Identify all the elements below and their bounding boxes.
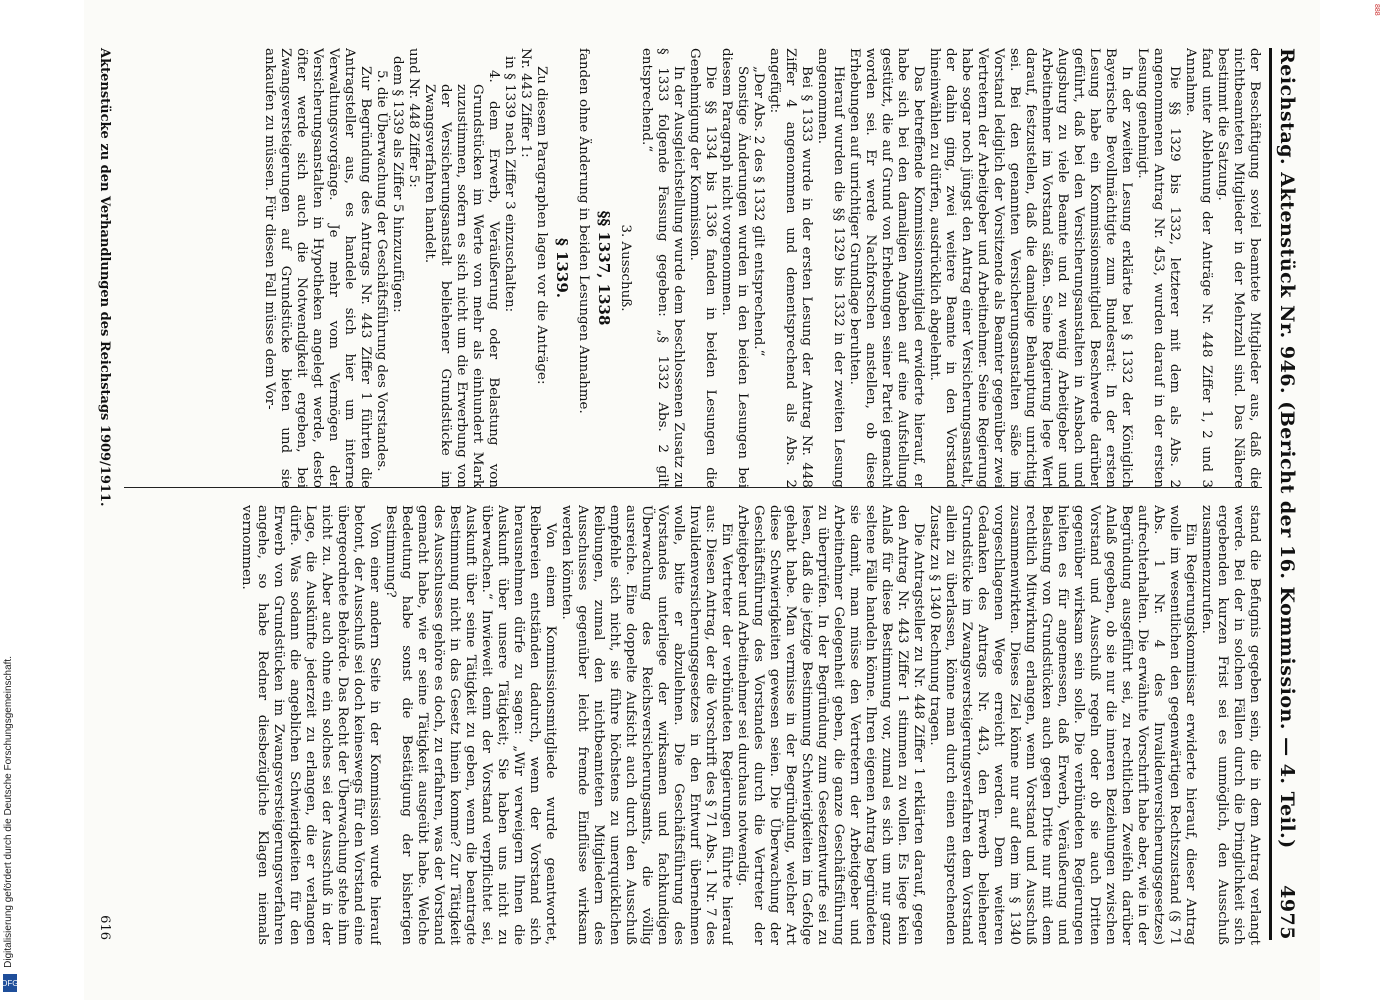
running-title: Reichstag. Aktenstück Nr. 946. (Bericht der 16. Kommission. — 4. Teil.) (1276, 48, 1298, 849)
paragraph: Zu diesem Paragraphen lagen vor die Anträge: (534, 66, 549, 385)
column-divider (124, 487, 1262, 488)
paragraph: Ein Vertreter der verbündeten Regierungen führte hierauf aus: Diesen Antrag, der die Vorschrift des § 71 Abs. 1 Nr. 7 des Invalidenversicherungsgesetzes in den Entwurf übernehmen wolle, bitte er abzulehnen. Die Geschäftsführung des Vorstandes unterliege der wirksamen und fachkundigen Überwachung des Reichsversicherungsamts, die völlig ausreiche. Eine doppelte Aufsicht auch durch den Ausschuß empfehle sich nicht, sie führe höchstens zu unerquicklichen Reibungen, zumal den nichtbeamteten Mitgliedern des Ausschusses gegenüber leicht fremde Einflüsse wirksam werden könnten. (559, 505, 734, 945)
paragraph: Von einer andern Seite in der Kommission wurde hierauf betont, der Ausschuß sei doch keineswegs für den Vorstand eine übergeordnete Behörde. Das Recht der Überwachung stehe ihm nicht zu. Aber auch ohne ein solches sei der Ausschuß in der Lage, die Auskünfte jederzeit zu erlangen, die er verlangen dürfe. Was sodann die angeblichen Schwierigkeiten für den Erwerb von Grundstücken im Zwangsversteigerungsverfahren angehe, so habe Redner diesbezügliche Klagen niemals vernommen. (239, 505, 382, 945)
paragraph: der Beschäftigung soviel beamtete Mitglieder aus, daß die nichtbeamteten Mitglieder in der Mehrzahl sind. Das Nähere bestimmt die Satzung. (1215, 48, 1262, 488)
footer-title: Aktenstücke zu den Verhandlungen des Reichstags 1909/1911. (97, 48, 112, 507)
paragraph: Ein Regierungskommissar erwiderte hierauf, dieser Antrag wolle im wesentlichen den gegenwärtigen Rechtszustand (§ 71 Abs. 1 Nr. 4 des Invalidenversicherungsgesetzes) aufrechterhalten. Die erwähnte Vorschrift habe aber, wie in der Begründung ausgeführt sei, zu rechtlichen Zweifeln darüber Anlaß gegeben, ob sie nur die inneren Beziehungen zwischen Vorstand und Ausschuß regeln oder ob sie auch Dritten gegenüber wirksam sein solle. Die verbündeten Regierungen hielten es für angemessen, daß Erwerb, Veräußerung und Belastung von Grundstücken auch gegen Dritte nur mit dem rechtlich Mitwirkung erlangen, wenn Vorstand und Ausschuß zusammenwirkten. Dieses Ziel könne nur auf dem im § 1340 vorgeschlagenen Wege erreicht werden. Dem weiteren Gedanken des Antrags Nr. 443, den Erwerb beliehener Grundstücke im Zwangsversteigerungsverfahren dem Vorstand allein zu überlassen, könne man durch einen entsprechenden Zusatz zu § 1340 Rechnung tragen. (927, 505, 1198, 945)
archive-code: 888 (1373, 4, 1380, 16)
page-header (1269, 48, 1302, 940)
subsection-heading: 3. Ausschuß. (618, 224, 633, 312)
paragraph: In der Ausgleichstellung wurde dem beschlossenen Zusatz zu § 1333 folgende Fassung gegeben: „§ 1332 Abs. 2 gilt entsprechend.“ (639, 48, 686, 488)
page-footer (92, 48, 112, 940)
paragraph: „Der Abs. 2 des § 1332 gilt entsprechend.“ (751, 66, 766, 357)
paragraph: fand unter Ablehnung der Anträge Nr. 448 Ziffer 1, 2 und 3 Annahme. (1183, 48, 1214, 488)
paragraph: Zur Begründung des Antrags Nr. 443 Ziffer 1 führten die Antragsteller aus, es handele sich hier um interne Verwaltungsvorgänge. Je mehr vom Vermögen der Versicherungsanstalten in Hypotheken angelegt werde, desto öfter werde sich auch die Notwendigkeit ergeben, bei Zwangsversteigerungen auf Grundstücke bieten und sie ankaufen zu müssen. Für diesen Fall müsse dem Vor- (262, 48, 373, 488)
document-page (84, 0, 1320, 1000)
section-heading: §§ 1337, 1338 (595, 210, 613, 326)
amendment-text: 4. dem Erwerb, Veräußerung oder Belastung von Grundstücken im Werte von mehr als einhundert Mark zuzustimmen, sofern es sich nicht um die Erwerbung von der Versicherungsanstalt beliehener Grundstücke im Zwangsverfahren handelt. (422, 70, 501, 488)
paragraph: Nr. 443 Ziffer 1: (518, 48, 533, 158)
paragraph: Die §§ 1334 bis 1336 fanden in beiden Lesungen die Genehmigung der Kommission. (687, 48, 718, 488)
paragraph: Das betreffende Kommissionsmitglied erwiderte hierauf, er habe sich bei den damaligen Angaben auf eine Aufstellung gestützt, die auf Grund von Erhebungen seiner Partei gemacht worden sei. Er werde Nachforschen anstellen, ob diese Erhebungen auf unrichtiger Grundlage beruhten. (847, 48, 926, 488)
left-column (124, 48, 1262, 488)
dfg-logo: DFG (3, 974, 17, 992)
paragraph: Die Antragsteller zu Nr. 448 Ziffer 1 erklärten darauf, gegen den Antrag Nr. 443 Ziffer 1 stimmen zu wollen. Es liege kein Anlaß für diese Bestimmung vor, zumal es sich um nur ganz seltene Fälle handeln könne. Ihren eigenen Antrag begründeten sie damit, man müsse den Vertretern der Arbeitgeber und Arbeitnehmer Gelegenheit geben, die ganze Geschäftsführung zu überprüfen. In der Begründung zum Gesetzentwurfe sei zu lesen, daß die jetzige Bestimmung Schwierigkeiten im Gefolge gehabt habe. Man vermisse in der Begründung, welcher Art diese Schwierigkeiten gewesen seien. Die Überwachung der Geschäftsführung des Vorstandes durch die Vertreter der Arbeitgeber und Arbeitnehmer sei durchaus notwendig. (735, 505, 926, 945)
footer-sheet-number: 616 (97, 915, 112, 940)
paragraph: In der zweiten Lesung erklärte bei § 1332 der Königlich Bayerische Bevollmächtigte zum Bundesrat: In der ersten Lesung habe ein Kommissionsmitglied Beschwerde darüber geführt, daß bei den Versicherungsanstalten in Ansbach und Augsburg zu viele Beamte und zu wenig Arbeitgeber und Arbeitnehmer im Vorstand säßen. Seine Regierung lege Wert darauf, festzustellen, daß die damalige Behauptung unrichtig sei. Bei den genannten Versicherungsanstalten säße im Vorstand lediglich der Vorsitzende als Beamter gegenüber zwei Vertretern der Arbeitgeber und Arbeitnehmer. Seine Regierung habe sogar noch jüngst den Antrag einer Versicherungsanstalt, der dahin ging, zwei weitere Beamte in den Vorstand hineinwählen zu dürfen, ausdrücklich abgelehnt. (927, 48, 1134, 488)
amendment-line: in § 1339 nach Ziffer 3 einzuschalten: (502, 56, 517, 313)
credit-text: Digitalisierung gefördert durch die Deutsche Forschungsgemeinschaft. (3, 656, 14, 968)
paragraph: Sonstige Änderungen wurden in den beiden Lesungen bei diesem Paragraph nicht vorgenommen. (719, 48, 750, 488)
paragraph: Die §§ 1329 bis 1332, letzterer mit dem als Abs. 2 angenommenen Antrag Nr. 453, wurden darauf in der ersten Lesung genehmigt. (1135, 48, 1182, 488)
amendment-text: 5. die Überwachung der Geschäftsführung des Vorstandes. (374, 70, 389, 472)
amendment-line: dem § 1339 als Ziffer 5 hinzuzufügen: (390, 56, 405, 313)
page-number: 4975 (1276, 885, 1298, 940)
digitization-credit (0, 0, 20, 1000)
paragraph: und Nr. 448 Ziffer 5: (406, 48, 421, 188)
right-column (124, 505, 1262, 945)
section-heading: § 1339. (553, 237, 571, 299)
paragraph: fanden ohne Änderung in beiden Lesungen Annahme. (576, 48, 591, 414)
paragraph: Hierauf wurden die §§ 1329 bis 1332 in der zweiten Lesung angenommen. (815, 48, 846, 488)
paragraph: Bei § 1333 wurde in der ersten Lesung der Antrag Nr. 448 Ziffer 4 angenommen und dementsprechend als Abs. 2 angefügt: (767, 48, 814, 488)
paragraph: Von einem Kommissionsmitgliede wurde geantwortet, Reibereien entständen dadurch, wenn der Vorstand sich herausnehmen dürfe zu sagen: „Wir verweigern Ihnen die Auskunft über unsere Tätigkeit; Sie haben uns nicht zu überwachen.“ Inwieweit denn der Vorstand verpflichtet sei, Auskunft über seine Tätigkeit zu geben, wenn die beantragte Bestimmung nicht in das Gesetz hinein komme? Zur Tätigkeit des Ausschusses gehöre es doch, zu erfahren, was der Vorstand gemacht habe, wie er seine Tätigkeit ausgeübt habe. Welche Bedeutung habe sonst die Bestätigung der bisherigen Bestimmung? (383, 505, 558, 945)
paragraph: stand die Befugnis gegeben sein, die in dem Antrag verlangt werde. Bei der in solchen Fällen durch die Dringlichkeit sich ergebenden kurzen Frist sei es unmöglich, den Ausschuß zusammenzurufen. (1199, 505, 1262, 945)
